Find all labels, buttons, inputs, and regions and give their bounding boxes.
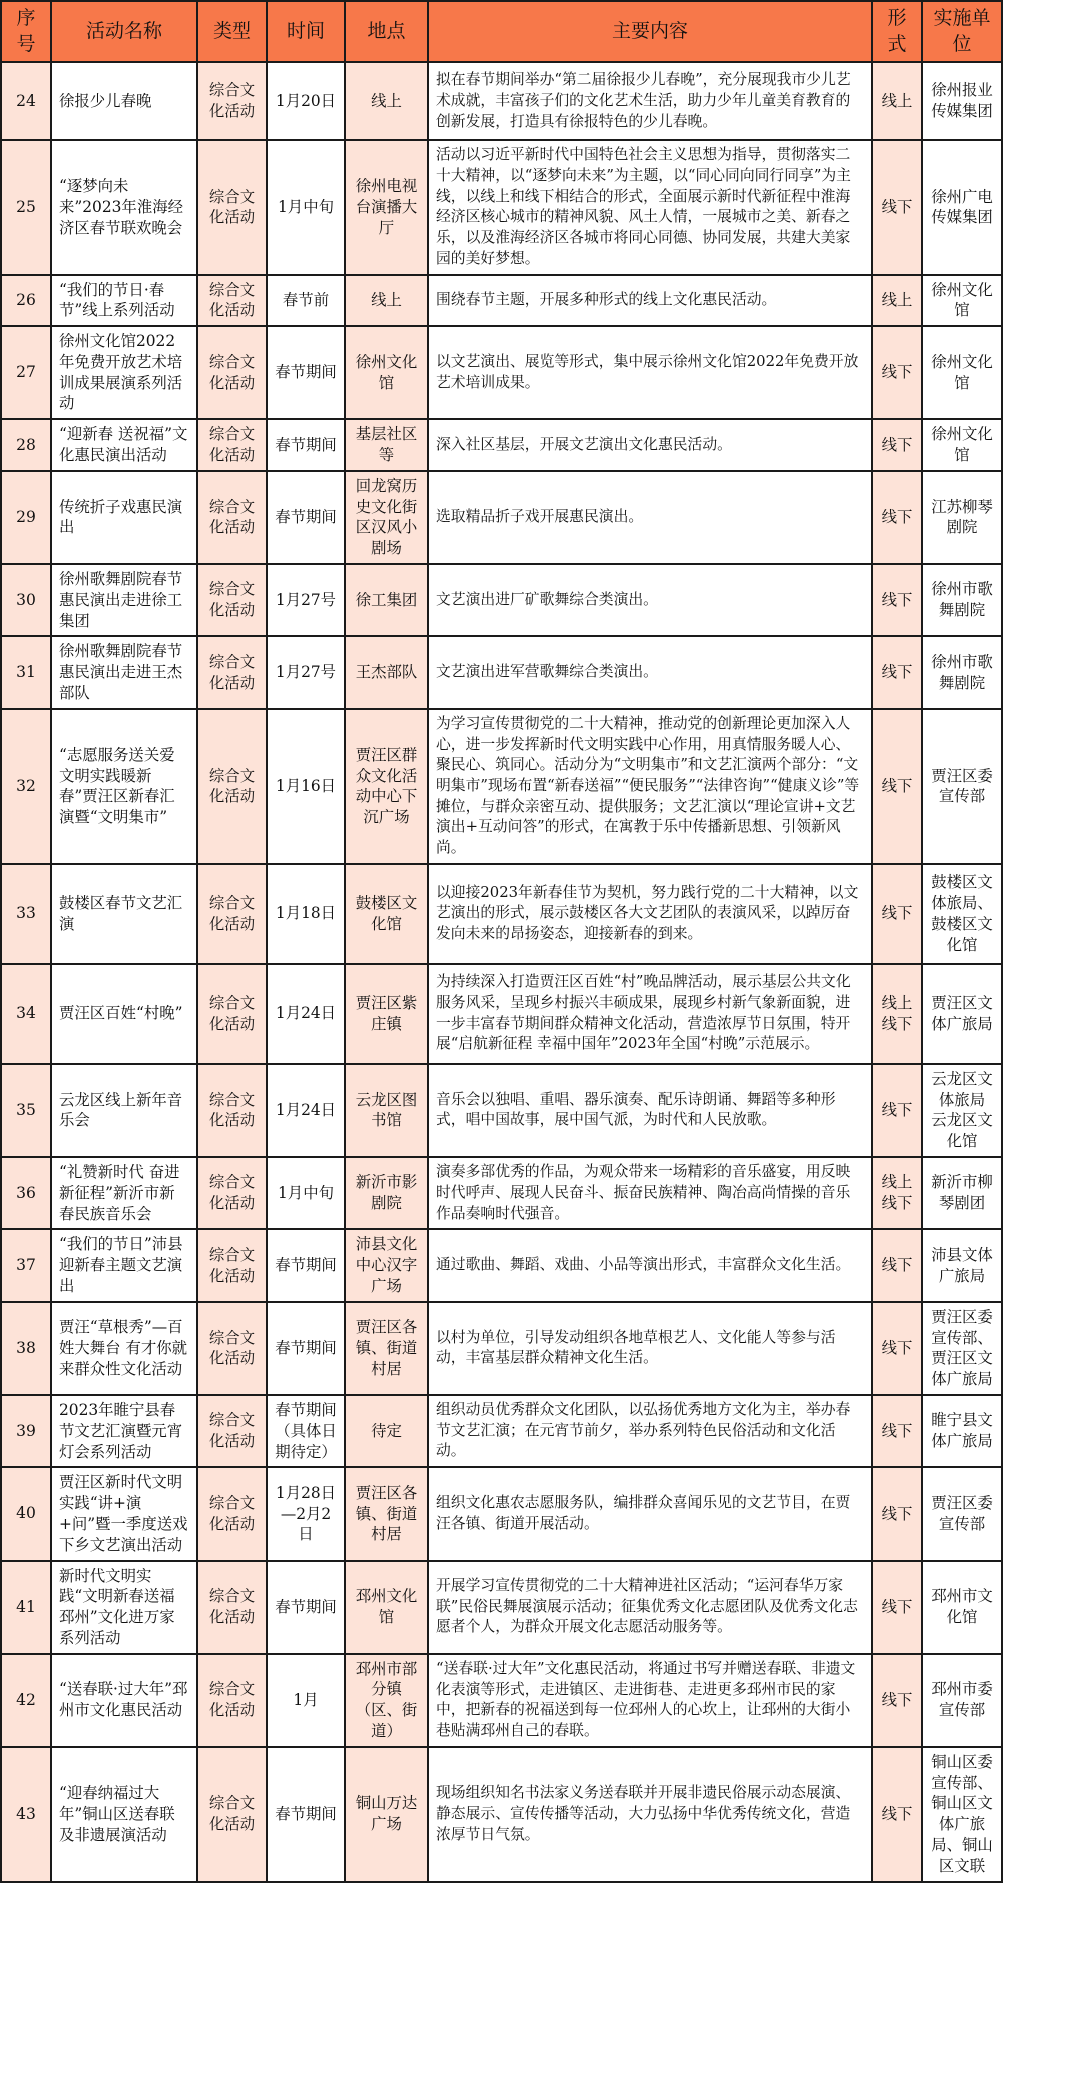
cell-type: 综合文化活动 — [197, 1229, 267, 1301]
cell-name: 云龙区线上新年音乐会 — [51, 1064, 197, 1157]
cell-num: 35 — [1, 1064, 51, 1157]
cell-type: 综合文化活动 — [197, 1654, 267, 1747]
cell-unit: 徐州报业传媒集团 — [922, 62, 1002, 140]
cell-type: 综合文化活动 — [197, 1467, 267, 1560]
cell-time: 春节期间 — [267, 1747, 345, 1882]
cell-form: 线上线下 — [872, 964, 922, 1064]
cell-place: 徐工集团 — [345, 564, 428, 636]
cell-unit: 贾汪区文体广旅局 — [922, 964, 1002, 1064]
cell-name: 徐州歌舞剧院春节惠民演出走进徐工集团 — [51, 564, 197, 636]
cell-place: 线上 — [345, 275, 428, 327]
cell-name: “迎春纳福过大年”铜山区送春联及非遗展演活动 — [51, 1747, 197, 1882]
cell-content: 以迎接2023年新春佳节为契机，努力践行党的二十大精神，以文艺演出的形式，展示鼓楼区各大文艺团队的表演风采，以踔厉奋发向未来的昂扬姿态，迎接新春的到来。 — [428, 864, 872, 964]
table-row — [1, 140, 1079, 274]
cell-time: 春节前 — [267, 275, 345, 327]
cell-place: 邳州市部分镇（区、街道） — [345, 1654, 428, 1747]
cell-time: 春节期间 — [267, 1561, 345, 1654]
cell-time: 1月20日 — [267, 62, 345, 140]
cell-place: 徐州电视台演播大厅 — [345, 140, 428, 274]
cell-time: 1月24日 — [267, 1064, 345, 1157]
cell-type: 综合文化活动 — [197, 1561, 267, 1654]
table-row — [1, 1747, 1079, 1882]
cell-form: 线下 — [872, 1467, 922, 1560]
cell-num: 40 — [1, 1467, 51, 1560]
cell-name: 鼓楼区春节文艺汇演 — [51, 864, 197, 964]
cell-unit: 贾汪区委宣传部、贾汪区文体广旅局 — [922, 1302, 1002, 1395]
cell-content: 组织文化惠农志愿服务队，编排群众喜闻乐见的文艺节目，在贾汪各镇、街道开展活动。 — [428, 1467, 872, 1560]
header-time: 时间 — [267, 1, 345, 62]
cell-form: 线下 — [872, 564, 922, 636]
cell-place: 回龙窝历史文化街区汉风小剧场 — [345, 471, 428, 564]
cell-name: 传统折子戏惠民演出 — [51, 471, 197, 564]
cell-name: 徐州文化馆2022年免费开放艺术培训成果展演系列活动 — [51, 326, 197, 419]
cell-place: 徐州文化馆 — [345, 326, 428, 419]
table-row — [1, 564, 1079, 636]
cell-unit: 鼓楼区文体旅局、鼓楼区文化馆 — [922, 864, 1002, 964]
cell-unit: 贾汪区委宣传部 — [922, 709, 1002, 864]
cell-unit: 沛县文体广旅局 — [922, 1229, 1002, 1301]
cell-time: 春节期间 — [267, 471, 345, 564]
cell-unit: 邳州市委宣传部 — [922, 1654, 1002, 1747]
cell-time: 春节期间 — [267, 326, 345, 419]
cell-unit: 睢宁县文体广旅局 — [922, 1395, 1002, 1467]
table-row — [1, 419, 1079, 471]
cell-place: 基层社区等 — [345, 419, 428, 471]
table-row — [1, 1157, 1079, 1229]
cell-name: “我们的节日”沛县迎新春主题文艺演出 — [51, 1229, 197, 1301]
cell-type: 综合文化活动 — [197, 62, 267, 140]
cell-num: 41 — [1, 1561, 51, 1654]
cell-time: 1月中旬 — [267, 1157, 345, 1229]
header-unit: 实施单位 — [922, 1, 1002, 62]
cell-num: 29 — [1, 471, 51, 564]
header-name: 活动名称 — [51, 1, 197, 62]
table-row — [1, 326, 1079, 419]
cell-unit: 徐州文化馆 — [922, 275, 1002, 327]
cell-time: 春节期间 — [267, 1229, 345, 1301]
cell-content: 以村为单位，引导发动组织各地草根艺人、文化能人等参与活动，丰富基层群众精神文化生活。 — [428, 1302, 872, 1395]
cell-content: 选取精品折子戏开展惠民演出。 — [428, 471, 872, 564]
header-type: 类型 — [197, 1, 267, 62]
cell-time: 1月16日 — [267, 709, 345, 864]
cell-unit: 铜山区委宣传部、铜山区文体广旅局、铜山区文联 — [922, 1747, 1002, 1882]
cell-place: 贾汪区群众文化活动中心下沉广场 — [345, 709, 428, 864]
table-row — [1, 1561, 1079, 1654]
cell-place: 线上 — [345, 62, 428, 140]
cell-name: “迎新春 送祝福”文化惠民演出活动 — [51, 419, 197, 471]
cell-place: 贾汪区各镇、街道村居 — [345, 1467, 428, 1560]
table-row — [1, 1064, 1079, 1157]
cell-form: 线下 — [872, 471, 922, 564]
cell-unit: 新沂市柳琴剧团 — [922, 1157, 1002, 1229]
cell-place: 新沂市影剧院 — [345, 1157, 428, 1229]
cell-form: 线下 — [872, 709, 922, 864]
cell-form: 线上 — [872, 62, 922, 140]
cell-content: 以文艺演出、展览等形式，集中展示徐州文化馆2022年免费开放艺术培训成果。 — [428, 326, 872, 419]
cell-time: 1月24日 — [267, 964, 345, 1064]
cell-time: 1月27号 — [267, 564, 345, 636]
cell-content: 文艺演出进厂矿歌舞综合类演出。 — [428, 564, 872, 636]
cell-type: 综合文化活动 — [197, 326, 267, 419]
cell-unit: 徐州文化馆 — [922, 419, 1002, 471]
table-row — [1, 62, 1079, 140]
cell-form: 线下 — [872, 1302, 922, 1395]
cell-type: 综合文化活动 — [197, 1302, 267, 1395]
cell-name: “逐梦向未来”2023年淮海经济区春节联欢晚会 — [51, 140, 197, 274]
cell-name: “送春联·过大年”邳州市文化惠民活动 — [51, 1654, 197, 1747]
cell-content: 现场组织知名书法家义务送春联并开展非遗民俗展示动态展演、静态展示、宣传传播等活动，大力弘扬中华优秀传统文化，营造浓厚节日气氛。 — [428, 1747, 872, 1882]
cell-type: 综合文化活动 — [197, 636, 267, 708]
cell-name: 贾汪区百姓“村晚” — [51, 964, 197, 1064]
cell-num: 33 — [1, 864, 51, 964]
cell-name: 2023年睢宁县春节文艺汇演暨元宵灯会系列活动 — [51, 1395, 197, 1467]
cell-num: 34 — [1, 964, 51, 1064]
cell-content: 为持续深入打造贾汪区百姓“村”晚品牌活动，展示基层公共文化服务风采，呈现乡村振兴丰硕成果，展现乡村新气象新面貌，进一步丰富春节期间群众精神文化活动，营造浓厚节日氛围，特开展“启航新征程 幸福中国年”2023年全国“村晚”示范展示。 — [428, 964, 872, 1064]
cell-form: 线下 — [872, 140, 922, 274]
cell-form: 线上线下 — [872, 1157, 922, 1229]
table-row — [1, 471, 1079, 564]
cell-time: 1月28日—2月2日 — [267, 1467, 345, 1560]
cell-name: 徐报少儿春晚 — [51, 62, 197, 140]
table-body — [1, 62, 1079, 1881]
cell-form: 线下 — [872, 1395, 922, 1467]
cell-unit: 江苏柳琴剧院 — [922, 471, 1002, 564]
cell-time: 1月中旬 — [267, 140, 345, 274]
cell-unit: 徐州市歌舞剧院 — [922, 564, 1002, 636]
cell-time: 1月27号 — [267, 636, 345, 708]
cell-type: 综合文化活动 — [197, 1747, 267, 1882]
table-row — [1, 275, 1079, 327]
cell-place: 沛县文化中心汉字广场 — [345, 1229, 428, 1301]
cell-num: 39 — [1, 1395, 51, 1467]
cell-form: 线上 — [872, 275, 922, 327]
cell-num: 30 — [1, 564, 51, 636]
cell-type: 综合文化活动 — [197, 709, 267, 864]
cell-time: 春节期间 — [267, 419, 345, 471]
cell-type: 综合文化活动 — [197, 140, 267, 274]
cell-unit: 徐州文化馆 — [922, 326, 1002, 419]
cell-place: 云龙区图书馆 — [345, 1064, 428, 1157]
cell-place: 贾汪区紫庄镇 — [345, 964, 428, 1064]
cell-num: 38 — [1, 1302, 51, 1395]
cell-type: 综合文化活动 — [197, 419, 267, 471]
cell-name: “志愿服务送关爱 文明实践暖新春”贾汪区新春汇演暨“文明集市” — [51, 709, 197, 864]
cell-place: 鼓楼区文化馆 — [345, 864, 428, 964]
cell-form: 线下 — [872, 1229, 922, 1301]
cell-num: 27 — [1, 326, 51, 419]
cell-form: 线下 — [872, 864, 922, 964]
table-row — [1, 1395, 1079, 1467]
table-row — [1, 709, 1079, 864]
cell-num: 37 — [1, 1229, 51, 1301]
cell-unit: 邳州市文化馆 — [922, 1561, 1002, 1654]
cell-content: 围绕春节主题，开展多种形式的线上文化惠民活动。 — [428, 275, 872, 327]
cell-place: 王杰部队 — [345, 636, 428, 708]
cell-name: 新时代文明实践“文明新春送福邳州”文化进万家系列活动 — [51, 1561, 197, 1654]
header-num: 序号 — [1, 1, 51, 62]
table-header-row — [1, 1, 1079, 62]
cell-place: 邳州文化馆 — [345, 1561, 428, 1654]
cell-unit: 贾汪区委宣传部 — [922, 1467, 1002, 1560]
header-form: 形式 — [872, 1, 922, 62]
cell-content: 音乐会以独唱、重唱、器乐演奏、配乐诗朗诵、舞蹈等多种形式，唱中国故事，展中国气派，为时代和人民放歌。 — [428, 1064, 872, 1157]
table-row — [1, 1229, 1079, 1301]
cell-content: 为学习宣传贯彻党的二十大精神，推动党的创新理论更加深入人心，进一步发挥新时代文明实践中心作用，用真情服务暖人心、聚民心、筑同心。活动分为“文明集市”和文艺汇演两个部分：“文明集市”现场布置“新春送福”“便民服务”“法律咨询”“健康义诊”等摊位，与群众亲密互动、提供服务；文艺汇演以“理论宣讲+文艺演出+互动问答”的形式，在寓教于乐中传播新思想、引领新风尚。 — [428, 709, 872, 864]
cell-num: 43 — [1, 1747, 51, 1882]
cell-unit: 徐州广电传媒集团 — [922, 140, 1002, 274]
header-place: 地点 — [345, 1, 428, 62]
cell-content: 开展学习宣传贯彻党的二十大精神进社区活动；“运河春华万家联”民俗民舞展演展示活动；征集优秀文化志愿团队及优秀文化志愿者个人，为群众开展文化志愿活动服务等。 — [428, 1561, 872, 1654]
cell-type: 综合文化活动 — [197, 1395, 267, 1467]
cell-content: 深入社区基层，开展文艺演出文化惠民活动。 — [428, 419, 872, 471]
cell-type: 综合文化活动 — [197, 471, 267, 564]
cell-type: 综合文化活动 — [197, 1064, 267, 1157]
table-row — [1, 1467, 1079, 1560]
table-row — [1, 636, 1079, 708]
cell-form: 线下 — [872, 636, 922, 708]
cell-name: 贾汪区新时代文明实践“讲+演+问”暨一季度送戏下乡文艺演出活动 — [51, 1467, 197, 1560]
cell-time: 1月 — [267, 1654, 345, 1747]
cell-form: 线下 — [872, 1064, 922, 1157]
cell-num: 31 — [1, 636, 51, 708]
cell-time: 春节期间（具体日期待定） — [267, 1395, 345, 1467]
cell-content: 拟在春节期间举办“第二届徐报少儿春晚”，充分展现我市少儿艺术成就，丰富孩子们的文化艺术生活，助力少年儿童美育教育的创新发展，打造具有徐报特色的少儿春晚。 — [428, 62, 872, 140]
cell-name: “礼赞新时代 奋进新征程”新沂市新春民族音乐会 — [51, 1157, 197, 1229]
cell-place: 铜山万达广场 — [345, 1747, 428, 1882]
cell-name: 徐州歌舞剧院春节惠民演出走进王杰部队 — [51, 636, 197, 708]
header-content: 主要内容 — [428, 1, 872, 62]
cell-content: “送春联·过大年”文化惠民活动，将通过书写并赠送春联、非遗文化表演等形式，走进镇区、走进街巷、走进更多邳州市民的家中，把新春的祝福送到每一位邳州人的心坎上，让邳州的大街小巷贴满邳州自己的春联。 — [428, 1654, 872, 1747]
table-row — [1, 1654, 1079, 1747]
cell-type: 综合文化活动 — [197, 564, 267, 636]
table-row — [1, 1302, 1079, 1395]
cell-num: 26 — [1, 275, 51, 327]
cell-place: 贾汪区各镇、街道村居 — [345, 1302, 428, 1395]
cell-type: 综合文化活动 — [197, 1157, 267, 1229]
cell-type: 综合文化活动 — [197, 864, 267, 964]
cell-content: 文艺演出进军营歌舞综合类演出。 — [428, 636, 872, 708]
cell-content: 组织动员优秀群众文化团队，以弘扬优秀地方文化为主，举办春节文艺汇演；在元宵节前夕，举办系列特色民俗活动和文化活动。 — [428, 1395, 872, 1467]
table-row — [1, 964, 1079, 1064]
cell-name: 贾汪“草根秀”—百姓大舞台 有才你就来群众性文化活动 — [51, 1302, 197, 1395]
cell-unit: 云龙区文体旅局 云龙区文化馆 — [922, 1064, 1002, 1157]
cell-time: 1月18日 — [267, 864, 345, 964]
cell-num: 32 — [1, 709, 51, 864]
cell-type: 综合文化活动 — [197, 275, 267, 327]
cell-form: 线下 — [872, 326, 922, 419]
cell-content: 演奏多部优秀的作品，为观众带来一场精彩的音乐盛宴，用反映时代呼声、展现人民奋斗、振奋民族精神、陶冶高尚情操的音乐作品奏响时代强音。 — [428, 1157, 872, 1229]
cell-num: 24 — [1, 62, 51, 140]
cell-content: 活动以习近平新时代中国特色社会主义思想为指导，贯彻落实二十大精神，以“逐梦向未来”为主题，以“同心同向同行同享”为主线，以线上和线下相结合的形式，全面展示新时代新征程中淮海经济区核心城市的精神风貌、风土人情，一展城市之美、新春之乐，以及淮海经济区各城市将同心同德、协同发展，共建大美家园的美好梦想。 — [428, 140, 872, 274]
cell-form: 线下 — [872, 419, 922, 471]
cell-form: 线下 — [872, 1561, 922, 1654]
cell-content: 通过歌曲、舞蹈、戏曲、小品等演出形式，丰富群众文化生活。 — [428, 1229, 872, 1301]
cell-unit: 徐州市歌舞剧院 — [922, 636, 1002, 708]
cell-num: 36 — [1, 1157, 51, 1229]
table-row — [1, 864, 1079, 964]
cell-place: 待定 — [345, 1395, 428, 1467]
cell-name: “我们的节日·春节”线上系列活动 — [51, 275, 197, 327]
cell-type: 综合文化活动 — [197, 964, 267, 1064]
cell-time: 春节期间 — [267, 1302, 345, 1395]
cell-num: 25 — [1, 140, 51, 274]
cell-form: 线下 — [872, 1654, 922, 1747]
cell-num: 42 — [1, 1654, 51, 1747]
cell-num: 28 — [1, 419, 51, 471]
cell-form: 线下 — [872, 1747, 922, 1882]
